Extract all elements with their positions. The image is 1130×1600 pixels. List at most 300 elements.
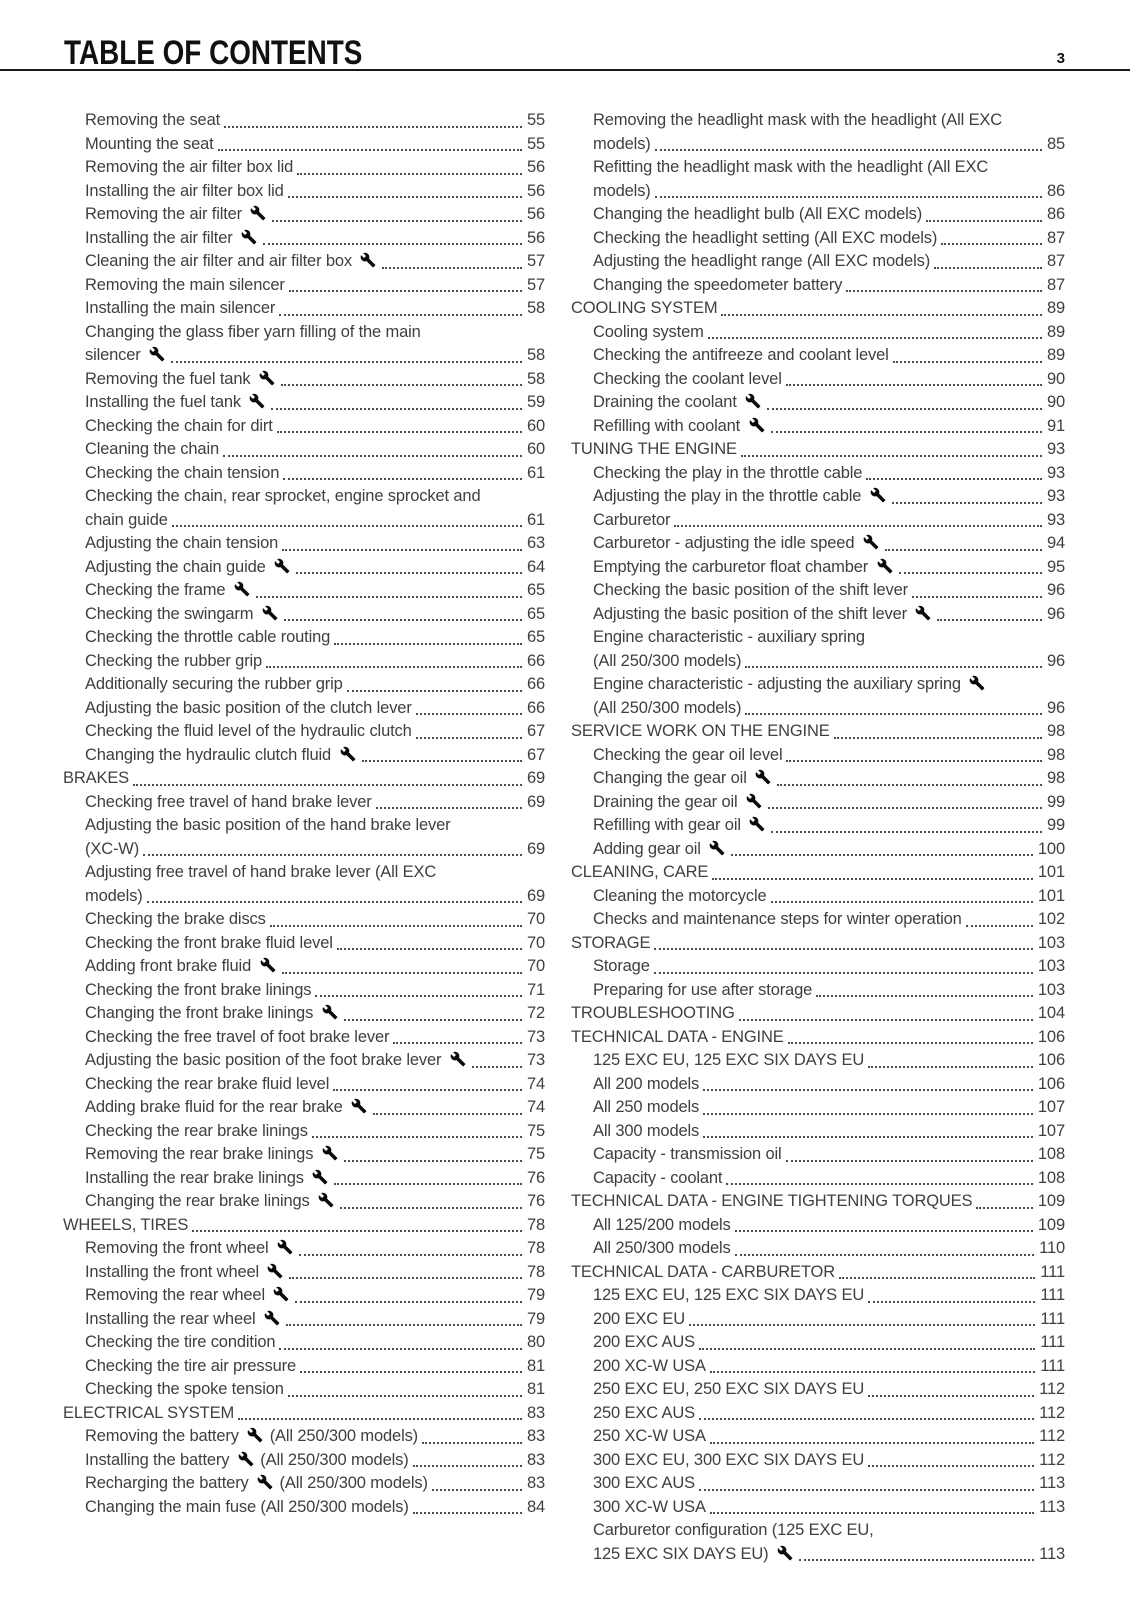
toc-entry-line2 [571,485,1065,509]
toc-entry-line2 [63,838,545,862]
toc-page-number: 66 [526,675,545,693]
toc-entry-line2 [571,932,1065,956]
toc-entry-label: 200 EXC AUS [593,1333,695,1351]
toc-entry-label: Adjusting the basic position of the clutch lever [85,698,412,717]
dot-leader [926,220,1042,222]
toc-entry-line2 [571,1284,1065,1308]
dot-leader [270,925,522,927]
toc-page-number: 76 [526,1192,545,1210]
toc-page-number: 93 [1046,487,1065,505]
page-title: TABLE OF CONTENTS [64,34,363,72]
toc-entry-line2 [63,1120,545,1144]
toc-page-number: 112 [1039,1427,1065,1445]
toc-entry-label: Capacity - coolant [593,1168,723,1187]
toc-entry [571,579,1065,603]
toc-section-entry [571,1026,1065,1050]
dot-leader [699,1348,1035,1350]
toc-entry [571,767,1065,791]
dot-leader [296,572,522,574]
wrench-icon [267,1263,283,1279]
toc-entry-label: Checks and maintenance steps for winter operation [593,910,962,928]
toc-entry-line2 [63,344,545,368]
toc-page-number: 58 [526,369,545,388]
dot-leader [885,549,1042,551]
toc-entry-line2 [63,532,545,556]
toc-entry-label: TROUBLESHOOTING [571,1004,735,1022]
wrench-icon [709,840,725,856]
wrench-icon [274,558,290,574]
toc-page-number: 106 [1037,1027,1065,1046]
toc-page-number: 96 [1046,651,1065,670]
toc-entry-label: Checking the basic position of the shift lever [593,581,909,599]
dot-leader [767,408,1042,410]
toc-page-number: 106 [1037,1074,1065,1093]
toc-page-number: 87 [1046,275,1065,294]
toc-page-number: 69 [526,839,545,858]
toc-entry-line2 [571,1073,1065,1097]
toc-entry-line2 [63,1002,545,1026]
wrench-icon [749,417,765,433]
dot-leader [893,361,1042,363]
toc-page-number: 111 [1040,1286,1065,1304]
toc-page-number: 71 [526,980,545,999]
toc-entry-label: Changing the front brake linings [85,1002,340,1026]
toc-entry [571,1167,1065,1191]
toc-column-right [571,109,1065,1566]
toc-entry-line2 [63,673,545,697]
dot-leader [899,572,1042,574]
dot-leader [279,314,522,316]
toc-entry-label: Checking the headlight setting (All EXC models) [593,228,938,247]
toc-page-number: 67 [526,722,545,740]
toc-entry [63,1472,545,1496]
toc-entry-line2 [571,697,1065,721]
toc-page-number: 57 [526,275,545,294]
toc-entry-line2 [571,509,1065,533]
toc-entry-label: Installing the rear wheel [85,1308,282,1332]
toc-columns [0,71,1130,1566]
toc-entry-label: TUNING THE ENGINE [571,440,737,458]
toc-entry-line2 [571,1355,1065,1379]
toc-entry-line2 [571,720,1065,744]
toc-entry-line2 [63,1143,545,1167]
dot-leader [362,760,522,762]
dot-leader [771,901,1033,903]
toc-entry-line2 [571,979,1065,1003]
dot-leader [777,784,1042,786]
toc-entry-line2 [63,1355,545,1379]
toc-entry-label: Adding brake fluid for the rear brake [85,1096,369,1120]
dot-leader [340,1207,522,1209]
toc-entry [63,250,545,274]
toc-page-number: 65 [526,604,545,623]
toc-entry-line2 [63,1331,545,1355]
toc-page-number: 91 [1046,416,1065,435]
toc-page-number: 72 [526,1004,545,1022]
dot-leader [393,1042,522,1044]
dot-leader [282,549,522,551]
toc-entry [63,1073,545,1097]
toc-entry [63,1425,545,1449]
toc-entry-line2 [63,1425,545,1449]
toc-entry-line2 [571,391,1065,415]
toc-page-number: 79 [526,1309,545,1328]
dot-leader [699,1418,1034,1420]
toc-entry-line2 [571,838,1065,862]
toc-entry [63,626,545,650]
toc-entry-line2 [571,814,1065,838]
toc-entry-line2 [571,1143,1065,1167]
toc-entry-label: Installing the main silencer [85,299,276,317]
toc-entry-label: 250 EXC AUS [593,1403,695,1422]
dot-leader [376,807,522,809]
toc-page-number: 60 [526,440,545,458]
toc-entry-label: Carburetor [593,510,671,529]
toc-entry [571,673,1065,720]
toc-page-number: 86 [1046,181,1065,200]
dot-leader [745,666,1042,668]
toc-section-entry [571,297,1065,321]
toc-entry-label: CLEANING, CARE [571,863,709,881]
dot-leader [745,713,1042,715]
toc-entry [63,227,545,251]
toc-entry-label: Additionally securing the rubber grip [85,675,343,693]
toc-entry [63,391,545,415]
toc-entry-label: 125 EXC SIX DAYS EU) [593,1543,795,1567]
wrench-icon [755,769,771,785]
toc-page-number: 89 [1046,322,1065,341]
dot-leader [472,1066,522,1068]
toc-entry-label: Adjusting the play in the throttle cable [593,485,888,509]
dot-leader [289,1277,521,1279]
toc-entry [571,532,1065,556]
toc-entry-line1: Engine characteristic - adjusting the auxiliary spring [571,673,1065,697]
dot-leader [689,1324,1035,1326]
toc-entry-line1: Removing the headlight mask with the headlight (All EXC [593,111,1003,129]
toc-page-number: 78 [526,1239,545,1257]
toc-entry-label: Adding front brake fluid [85,955,278,979]
toc-entry-line2 [571,438,1065,462]
toc-entry-line2 [571,1096,1065,1120]
toc-page-number: 100 [1037,839,1065,858]
toc-entry-line1: Checking the chain, rear sprocket, engine sprocket and [85,487,481,505]
toc-entry-line2 [571,344,1065,368]
toc-page-number: 109 [1037,1215,1065,1234]
dot-leader [286,1324,522,1326]
dot-leader [373,1113,522,1115]
toc-page-number: 93 [1046,440,1065,458]
toc-entry-line2 [571,368,1065,392]
dot-leader [735,1254,1035,1256]
toc-entry-label: 300 EXC AUS [593,1474,695,1492]
toc-entry [63,1237,545,1261]
toc-entry [63,650,545,674]
toc-entry-line2 [63,1449,545,1473]
toc-entry-label: TECHNICAL DATA - CARBURETOR [571,1262,835,1281]
dot-leader [912,596,1042,598]
toc-entry [63,1096,545,1120]
toc-entry [63,368,545,392]
toc-entry-line2 [571,1214,1065,1238]
toc-entry-line2 [63,603,545,627]
toc-entry-line2 [571,1120,1065,1144]
toc-entry-line2 [63,1190,545,1214]
dot-leader [224,126,522,128]
toc-entry-line2 [63,203,545,227]
toc-entry-line2 [571,321,1065,345]
toc-entry-line2 [63,650,545,674]
dot-leader [731,854,1033,856]
toc-page-number: 113 [1039,1544,1065,1563]
toc-entry-label: Checking the brake discs [85,910,266,928]
toc-entry [571,838,1065,862]
dot-leader [272,220,521,222]
toc-entry-label: Changing the hydraulic clutch fluid [85,744,358,768]
toc-page-number: 90 [1046,393,1065,411]
toc-section-entry [571,438,1065,462]
wrench-icon [257,1474,273,1490]
toc-entry-label: Removing the air filter [85,203,268,227]
toc-entry-label: Adjusting the chain tension [85,534,279,552]
toc-entry-line2 [63,1049,545,1073]
dot-leader [816,995,1033,997]
toc-page-number: 96 [1046,604,1065,623]
toc-page-number: 98 [1046,745,1065,764]
toc-page-number: 109 [1037,1192,1065,1210]
toc-entry [63,744,545,768]
toc-entry [63,1167,545,1191]
dot-leader [432,1489,522,1491]
dot-leader [172,525,522,527]
toc-page-number: 111 [1040,1356,1065,1375]
wrench-icon [969,675,985,691]
toc-entry-line2 [63,720,545,744]
toc-entry [63,1308,545,1332]
wrench-icon [249,393,265,409]
toc-entry-line2 [63,908,545,932]
toc-entry-line2 [63,979,545,1003]
toc-entry-label: All 300 models [593,1121,700,1140]
toc-entry [63,321,545,368]
toc-entry-line1: Engine characteristic - auxiliary spring [593,628,865,646]
toc-entry-label: 300 XC-W USA [593,1497,706,1516]
toc-entry-label: SERVICE WORK ON THE ENGINE [571,722,830,740]
toc-entry [63,861,545,908]
dot-leader [312,1136,522,1138]
toc-entry [63,180,545,204]
wrench-icon [749,816,765,832]
toc-entry-label: WHEELS, TIRES [63,1215,189,1234]
toc-entry [571,744,1065,768]
dot-leader [281,384,522,386]
toc-entry-line2 [63,227,545,251]
toc-entry [571,274,1065,298]
toc-entry-label: Removing the front wheel [85,1237,295,1261]
toc-entry-line2 [63,885,545,909]
wrench-icon [351,1098,367,1114]
toc-entry-line2 [571,1049,1065,1073]
toc-entry [63,791,545,815]
wrench-icon [360,252,376,268]
dot-leader [771,431,1042,433]
toc-page-number: 81 [526,1380,545,1398]
dot-leader [934,267,1042,269]
toc-entry-line2 [571,415,1065,439]
toc-page-number: 108 [1037,1145,1065,1163]
dot-leader [344,1019,522,1021]
dot-leader [271,408,522,410]
toc-page-number: 113 [1039,1474,1065,1492]
toc-entry-line2 [571,1167,1065,1191]
toc-entry-label: All 250 models [593,1098,700,1116]
toc-page-number: 78 [526,1262,545,1281]
toc-entry-label: Changing the headlight bulb (All EXC models) [593,205,923,223]
toc-entry-line2 [63,579,545,603]
toc-entry-line2 [63,368,545,392]
toc-page-number: 65 [526,628,545,646]
toc-page-number: 58 [526,299,545,317]
dot-leader [171,361,522,363]
toc-entry-line2 [63,1378,545,1402]
toc-entry-label: Mounting the seat [85,134,214,153]
toc-entry-label: Installing the air filter box lid [85,181,284,200]
toc-section-entry [571,932,1065,956]
toc-entry-label: Draining the gear oil [593,791,764,815]
toc-page-number: 60 [526,416,545,435]
toc-page-number: 56 [526,158,545,176]
dot-leader [699,1489,1034,1491]
dot-leader [282,972,522,974]
toc-entry-line2 [63,462,545,486]
toc-entry [63,1378,545,1402]
toc-entry-line2 [571,861,1065,885]
dot-leader [868,1465,1034,1467]
toc-entry-line2 [571,885,1065,909]
toc-entry [571,156,1065,203]
dot-leader [289,290,522,292]
dot-leader [712,878,1033,880]
toc-entry [571,791,1065,815]
toc-page-number: 55 [526,111,545,129]
dot-leader [976,1207,1033,1209]
page-header [0,0,1130,71]
toc-entry-label: Installing the air filter [85,227,259,251]
toc-entry-label: Adding gear oil [593,838,727,862]
toc-page-number: 89 [1046,299,1065,317]
toc-entry-label: Installing the fuel tank [85,391,267,415]
dot-leader [133,784,522,786]
toc-entry [63,1449,545,1473]
toc-entry-label: All 200 models [593,1074,700,1093]
wrench-icon [877,558,893,574]
toc-entry [571,1449,1065,1473]
toc-entry-line2 [571,297,1065,321]
toc-entry-label: Cleaning the air filter and air filter box [85,250,378,274]
toc-entry-line2 [571,556,1065,580]
toc-entry [571,1308,1065,1332]
dot-leader [741,455,1042,457]
toc-page-number: 107 [1037,1098,1065,1116]
toc-entry [571,603,1065,627]
toc-entry [63,673,545,697]
toc-entry-line2 [63,626,545,650]
toc-page-number: 101 [1037,886,1065,905]
dot-leader [300,1371,522,1373]
dot-leader [710,1371,1036,1373]
dot-leader [344,1160,522,1162]
dot-leader [279,1348,522,1350]
dot-leader [786,1160,1033,1162]
toc-page-number: 95 [1046,557,1065,576]
dot-leader [937,619,1042,621]
toc-entry [571,509,1065,533]
toc-entry-line2 [571,1237,1065,1261]
toc-entry-label: Removing the battery (All 250/300 models) [85,1427,419,1445]
toc-entry-line2 [571,180,1065,204]
wrench-icon [264,1310,280,1326]
dot-leader [735,1230,1033,1232]
toc-entry-label: Checking the tire condition [85,1333,276,1351]
toc-page-number: 108 [1037,1168,1065,1187]
toc-page-number: 110 [1039,1239,1065,1257]
toc-entry [571,1284,1065,1308]
toc-entry-line2 [571,767,1065,791]
toc-page-number: 66 [526,698,545,717]
toc-page-number: 65 [526,581,545,599]
dot-leader [413,1465,522,1467]
toc-entry-label: Checking free travel of hand brake lever [85,792,372,811]
toc-entry-line2 [571,1449,1065,1473]
toc-entry [571,344,1065,368]
toc-entry [571,227,1065,251]
dot-leader [966,925,1033,927]
toc-entry-label: Checking the tire air pressure [85,1356,297,1375]
toc-entry-label: Installing the front wheel [85,1261,285,1285]
dot-leader [786,384,1042,386]
toc-page-number: 75 [526,1145,545,1163]
toc-entry-line2 [571,203,1065,227]
dot-leader [892,502,1042,504]
toc-entry-line2 [63,1073,545,1097]
dot-leader [788,1042,1033,1044]
toc-entry-line2 [63,1167,545,1191]
page-number: 3 [1056,50,1065,67]
toc-page-number: 93 [1046,510,1065,529]
toc-entry-label: Checking the chain tension [85,463,280,482]
toc-entry [63,1284,545,1308]
wrench-icon [322,1004,338,1020]
toc-entry [63,438,545,462]
dot-leader [654,948,1033,950]
toc-entry-label: All 125/200 models [593,1215,731,1234]
dot-leader [299,1254,522,1256]
toc-entry [571,250,1065,274]
toc-entry-label: Changing the speedometer battery [593,275,843,294]
dot-leader [708,337,1042,339]
toc-entry-label: TECHNICAL DATA - ENGINE TIGHTENING TORQUES [571,1192,973,1210]
toc-page-number: 86 [1046,205,1065,223]
toc-entry [63,814,545,861]
toc-entry-label: BRAKES [63,769,130,787]
toc-entry-label: Checking the front brake fluid level [85,933,333,952]
toc-entry-label: Cleaning the chain [85,440,219,458]
toc-section-entry [571,1190,1065,1214]
dot-leader [277,431,522,433]
toc-page-number: 78 [526,1215,545,1234]
toc-entry-label: chain guide [85,510,168,529]
wrench-icon [260,957,276,973]
toc-page-number: 99 [1046,792,1065,811]
